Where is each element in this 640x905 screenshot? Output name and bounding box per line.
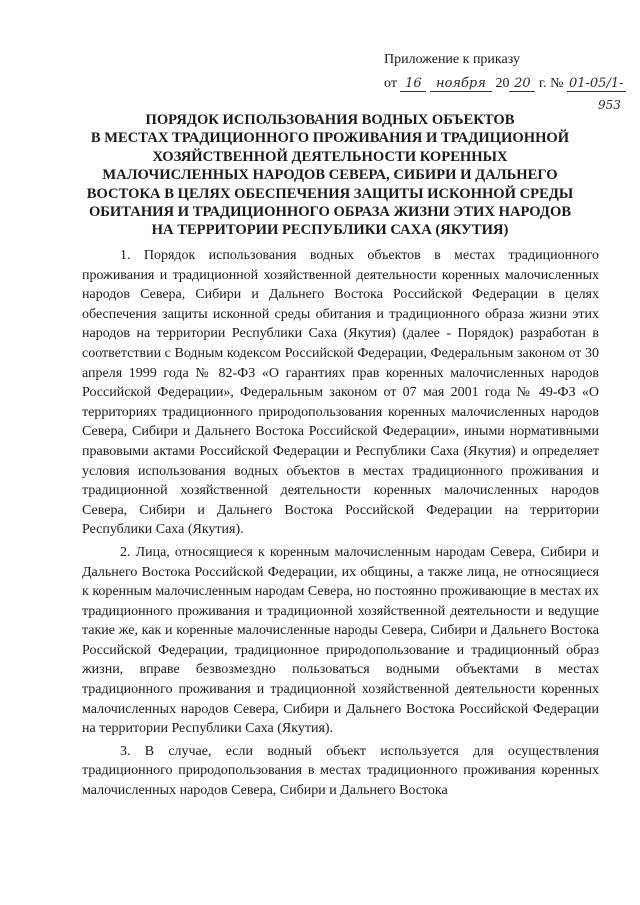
title-line: НА ТЕРРИТОРИИ РЕСПУБЛИКИ САХА (ЯКУТИЯ) <box>151 222 509 239</box>
document-body <box>82 246 599 804</box>
appendix-label: Приложение к приказу <box>384 52 520 67</box>
handwritten-year: 20 <box>509 77 535 92</box>
handwritten-order-number: 01-05/1- <box>568 76 624 91</box>
from-prefix: от <box>384 76 397 91</box>
title-line: МАЛОЧИСЛЕННЫХ НАРОДОВ СЕВЕРА, СИБИРИ И ДАЛЬНЕГО <box>102 167 558 184</box>
appendix-header <box>384 50 624 93</box>
order-date-line <box>384 74 624 93</box>
title-line: В МЕСТАХ ТРАДИЦИОННОГО ПРОЖИВАНИЯ И ТРАДИЦИОННОЙ <box>90 130 570 147</box>
document-title <box>70 111 590 240</box>
paragraph-3: 3. В случае, если водный объект используется для осуществления традиционного природопользования в местах традиционного проживания коренных малочисленных народов Севера, Сибири и Дальнего Востока <box>82 743 599 799</box>
title-line: ОБИТАНИЯ И ТРАДИЦИОННОГО ОБРАЗА ЖИЗНИ ЭТИХ НАРОДОВ <box>88 204 572 221</box>
title-line: ВОСТОКА В ЦЕЛЯХ ОБЕСПЕЧЕНИЯ ЗАЩИТЫ ИСКОННОЙ СРЕДЫ <box>86 185 574 202</box>
year-tail: г. № <box>538 76 564 91</box>
handwritten-month: ноября <box>430 77 492 92</box>
year-prefix: 20 <box>495 76 510 91</box>
title-line: ХОЗЯЙСТВЕННОЙ ДЕЯТЕЛЬНОСТИ КОРЕННЫХ <box>152 148 508 165</box>
handwritten-day: 16 <box>400 77 426 92</box>
paragraph-2: 2. Лица, относящиеся к коренным малочисленным народам Севера, Сибири и Дальнего Востока Российской Федерации, их общины, а также лица, не относящиеся к коренным малочисленным народам Севера, но постоянно проживающие в местах их традиционного проживания и традиционной хозяйственной деятельности и ведущие такие же, как и коренные малочисленные народы Севера, Сибири и Дальнего Востока Российской Федерации, традиционное природопользование и традиционный образ жизни, вправе безвозмездно пользоваться водными объектами в местах традиционного проживания и традиционной хозяйственной деятельности коренных малочисленных народов Севера, Сибири и Дальнего Востока Российской Федерации на территории Республики Саха (Якутия). <box>82 544 599 737</box>
handwritten-order-number-continuation: 953 <box>598 98 621 112</box>
title-line: ПОРЯДОК ИСПОЛЬЗОВАНИЯ ВОДНЫХ ОБЪЕКТОВ <box>145 112 515 128</box>
paragraph-1: 1. Порядок использования водных объектов в местах традиционного проживания и традиционной хозяйственной деятельности коренных малочисленных народов Севера, Сибири и Дальнего Востока Российской Федерации в целях обеспечения защиты исконной среды обитания и традиционного образа жизни этих народов на территории Республики Саха (Якутия) (далее - Порядок) разработан в соответствии с Водным кодексом Российской Федерации, Федеральным законом от 30 апреля 1999 года № 82-ФЗ «О гарантиях прав коренных малочисленных народов Российской Федерации», Федеральным законом от 07 мая 2001 года № 49-ФЗ «О территориях традиционного природопользования коренных малочисленных народов Севера, Сибири и Дальнего Востока Российской Федерации», иными нормативными правовыми актами Российской Федерации и Республики Саха (Якутия) и определяет условия использования водных объектов в местах традиционного проживания и традиционной хозяйственной деятельности коренных малочисленных народов Севера, Сибири и Дальнего Востока Российской Федерации на территории Республики Саха (Якутия). <box>82 248 599 538</box>
